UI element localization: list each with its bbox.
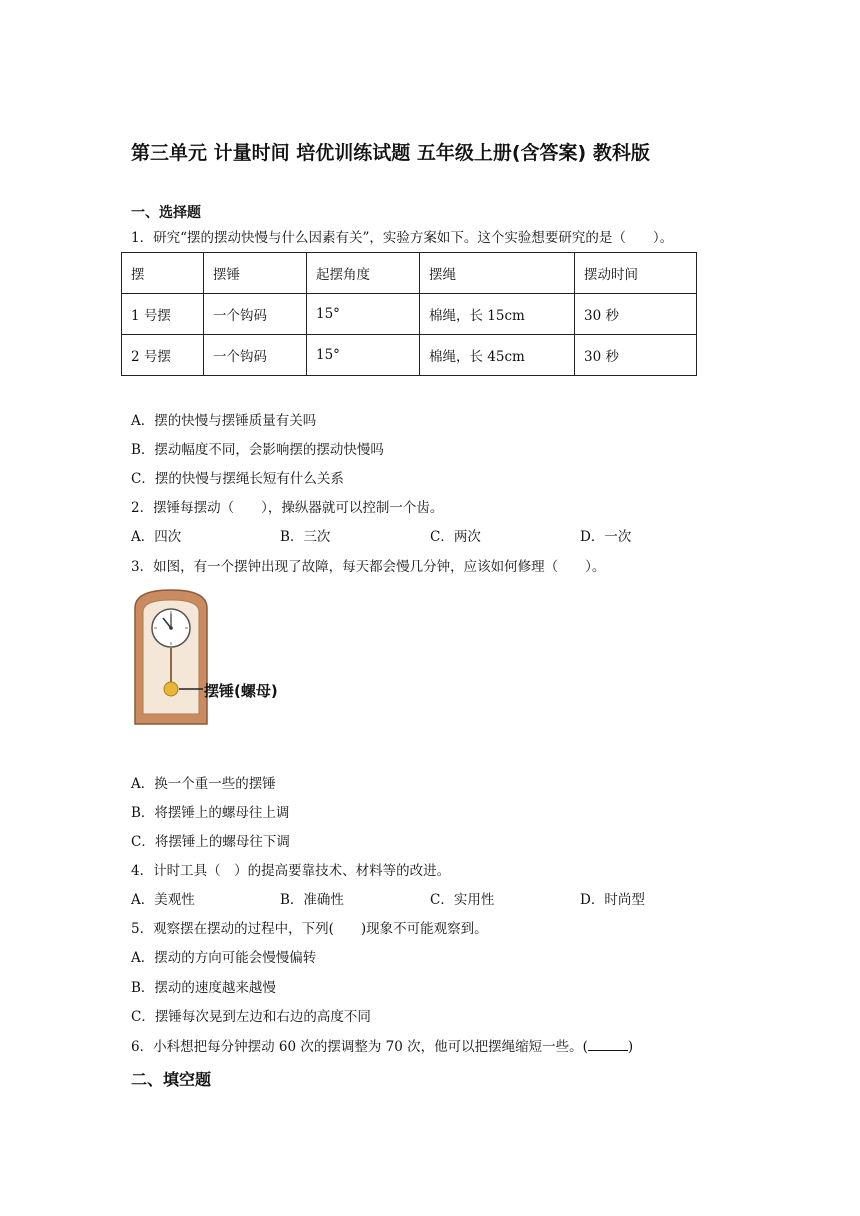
table-cell: 2 号摆: [122, 335, 204, 376]
table-row: [122, 335, 697, 376]
q2-option-a: A．四次: [131, 529, 182, 545]
page-title: 第三单元 计量时间 培优训练试题 五年级上册(含答案) 教科版: [131, 142, 650, 164]
table-cell: 棉绳，长 15cm: [420, 294, 575, 335]
table-header-cell: 摆绳: [420, 253, 575, 294]
q5-option-c: C．摆锤每次晃到左边和右边的高度不同: [131, 1009, 371, 1025]
section-heading-fill: 二、填空题: [131, 1070, 212, 1089]
table-cell: 30 秒: [575, 294, 697, 335]
q4-option-b: B．准确性: [280, 892, 344, 908]
table-cell: 30 秒: [575, 335, 697, 376]
q4-option-d: D．时尚型: [580, 892, 645, 908]
q5-option-b: B．摆动的速度越来越慢: [131, 980, 276, 996]
figure-label: 摆锤(螺母): [204, 682, 278, 700]
table-cell: 一个钩码: [204, 335, 307, 376]
q1-option-c: C．摆的快慢与摆绳长短有什么关系: [131, 471, 344, 487]
table-header-cell: 摆动时间: [575, 253, 697, 294]
pendulum-clock-figure: [131, 588, 331, 728]
table-cell: 棉绳，长 45cm: [420, 335, 575, 376]
question-5-text: 5．观察摆在摆动的过程中，下列( )现象不可能观察到。: [131, 921, 488, 937]
question-4-text: 4．计时工具（ ）的提高要靠技术、材料等的改进。: [131, 863, 451, 879]
question-6-close: ): [627, 1039, 634, 1055]
table-header-cell: 摆: [122, 253, 204, 294]
q2-option-d: D．一次: [580, 529, 632, 545]
question-1-text: 1．研究“摆的摆动快慢与什么因素有关”，实验方案如下。这个实验想要研究的是（ ）。: [131, 230, 674, 246]
question-2-text: 2．摆锤每摆动（ ），操纵器就可以控制一个齿。: [131, 500, 444, 516]
table-header-cell: 起摆角度: [307, 253, 420, 294]
table-header-row: [122, 253, 697, 294]
q4-option-a: A．美观性: [131, 892, 195, 908]
q2-option-c: C．两次: [430, 529, 481, 545]
section-heading-choice: 一、选择题: [131, 205, 201, 221]
table-header-cell: 摆锤: [204, 253, 307, 294]
q5-option-a: A．摆动的方向可能会慢慢偏转: [131, 950, 317, 966]
table-cell: 15°: [307, 294, 420, 335]
table-cell: 15°: [307, 335, 420, 376]
table-row: [122, 294, 697, 335]
question-6: [131, 1036, 633, 1057]
q1-option-a: A．摆的快慢与摆锤质量有关吗: [131, 413, 317, 429]
q1-option-b: B．摆动幅度不同，会影响摆的摆动快慢吗: [131, 442, 384, 458]
question-3-text: 3．如图，有一个摆钟出现了故障，每天都会慢几分钟，应该如何修理（ ）。: [131, 559, 606, 575]
table-cell: 1 号摆: [122, 294, 204, 335]
q4-option-c: C．实用性: [430, 892, 495, 908]
q3-option-a: A．换一个重一些的摆锤: [131, 776, 276, 792]
question-6-text: 6．小科想把每分钟摆动 60 次的摆调整为 70 次，他可以把摆绳缩短一些。(: [131, 1039, 588, 1055]
q2-option-b: B．三次: [280, 529, 331, 545]
pendulum-clock-icon: [131, 588, 331, 728]
table-cell: 一个钩码: [204, 294, 307, 335]
q3-option-b: B．将摆锤上的螺母往上调: [131, 805, 290, 821]
answer-blank[interactable]: [588, 1036, 628, 1051]
experiment-table: [121, 252, 697, 376]
q3-option-c: C．将摆锤上的螺母往下调: [131, 834, 290, 850]
